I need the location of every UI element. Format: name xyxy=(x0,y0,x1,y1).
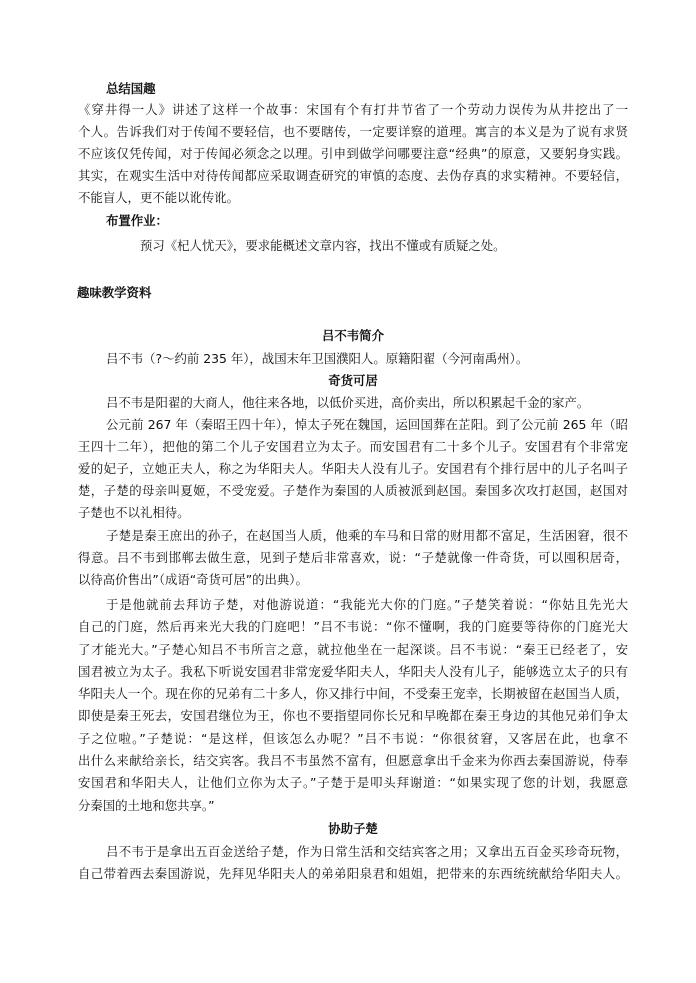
section1-line-15: 即使是秦王死去，安国君继位为王，你也不要指望同你长兄和早晚都在秦王身边的其他兄弟们争太 xyxy=(78,708,628,723)
section1-line-17: 出什么来献给亲长，结交宾客。我吕不韦虽然不富有，但愿意拿出千金来为你西去秦国游说，侍奉 xyxy=(78,753,628,768)
section1-line-2: 公元前 267 年（秦昭王四十年），悼太子死在魏国，运回国葬在芷阳。到了公元前 265 年（昭 xyxy=(106,417,628,432)
summary-line-3: 不应该仅凭传闻，对于传闻必须念之以理。引申到做学问哪要注意“经典”的原意，又要躬身实践。 xyxy=(78,146,628,161)
section1-line-4: 爱的妃子，立她正夫人，称之为华阳夫人。华阳夫人没有儿子。安国君有个排行居中的儿子名叫子 xyxy=(78,461,628,476)
section1-line-6: 子楚也不以礼相待。 xyxy=(78,505,190,520)
section1-line-13: 国君被立为太子。我私下听说安国君非常宠爱华阳夫人，华阳夫人没有儿子，能够选立太子的只有 xyxy=(78,664,628,679)
section2-title: 协助子楚 xyxy=(328,821,378,836)
section1-line-7: 子楚是秦王庶出的孙子，在赵国当人质，他乘的车马和日常的财用都不富足，生活困窘，很不 xyxy=(106,528,628,543)
section1-line-19: 分秦国的土地和您共享。” xyxy=(78,798,215,813)
section1-line-3: 王四十二年），把他的第二个儿子安国君立为太子。而安国君有二十多个儿子。安国君有个非常宠 xyxy=(78,439,628,454)
section1-line-11: 自己的门庭，然后再来光大我的门庭吧！”吕不韦说：“你不懂啊，我的门庭要等待你的门庭光大 xyxy=(78,619,628,634)
intro-text: 吕不韦（?～约前 235 年），战国末年卫国濮阳人。原籍阳翟（今河南禹州）。 xyxy=(106,351,529,366)
summary-heading: 总结国趣 xyxy=(106,81,156,96)
materials-heading: 趣味教学资料 xyxy=(77,285,152,300)
section1-line-9: 以待高价售出”（成语“奇货可居”的出典）。 xyxy=(78,572,308,587)
section2-line-1: 吕不韦于是拿出五百金送给子楚，作为日常生活和交结宾客之用；又拿出五百金买珍奇玩物， xyxy=(106,844,628,859)
summary-line-1: 《穿井得一人》讲述了这样一个故事：宋国有个有打井节省了一个劳动力误传为从井挖出了一 xyxy=(78,102,628,117)
section1-line-1: 吕不韦是阳翟的大商人，他往来各地，以低价买进，高价卖出，所以积累起千金的家产。 xyxy=(106,395,590,410)
section1-title: 奇货可居 xyxy=(328,373,378,388)
section1-line-14: 华阳夫人一个。现在你的兄弟有二十多人，你又排行中间，不受秦王宠幸，长期被留在赵国当人质， xyxy=(78,686,628,701)
section2-line-2: 自己带着西去秦国游说，先拜见华阳夫人的弟弟阳泉君和姐姐，把带来的东西统统献给华阳夫人。 xyxy=(78,866,628,881)
summary-line-2: 个人。告诉我们对于传闻不要轻信，也不要瞎传，一定要详察的道理。寓言的本义是为了说有求贤 xyxy=(78,124,628,139)
section1-line-10: 于是他就前去拜访子楚，对他游说道：“我能光大你的门庭。”子楚笑着说：“你姑且先光大 xyxy=(106,597,628,612)
intro-title: 吕不韦简介 xyxy=(322,328,384,343)
section1-line-12: 了才能光大。”子楚心知吕不韦所言之意，就拉他坐在一起深谈。吕不韦说：“秦王已经老了，安 xyxy=(78,642,628,657)
homework-heading: 布置作业： xyxy=(106,213,168,228)
section1-line-8: 得意。吕不韦到邯郸去做生意，见到子楚后非常喜欢，说：“子楚就像一件奇货，可以囤积居奇， xyxy=(78,550,628,565)
section1-line-16: 子之位啦。”子楚说：“是这样，但该怎么办呢？”吕不韦说：“你很贫窘，又客居在此，也拿不 xyxy=(78,731,628,746)
summary-line-4: 其实，在观实生活中对待传闻都应采取调查研究的审慎的态度、去伪存真的求实精神。不要轻信， xyxy=(78,168,628,183)
summary-line-5: 不能盲人，更不能以讹传讹。 xyxy=(78,190,240,205)
section1-line-18: 安国君和华阳夫人，让他们立你为太子。”子楚于是叩头拜谢道：“如果实现了您的计划，我愿意 xyxy=(78,775,628,790)
section1-line-5: 楚，子楚的母亲叫夏姬，不受宠爱。子楚作为秦国的人质被派到赵国。秦国多次攻打赵国，赵国对 xyxy=(78,483,628,498)
homework-text: 预习《杞人忧天》，要求能概述文章内容，找出不懂或有质疑之处。 xyxy=(140,238,506,253)
